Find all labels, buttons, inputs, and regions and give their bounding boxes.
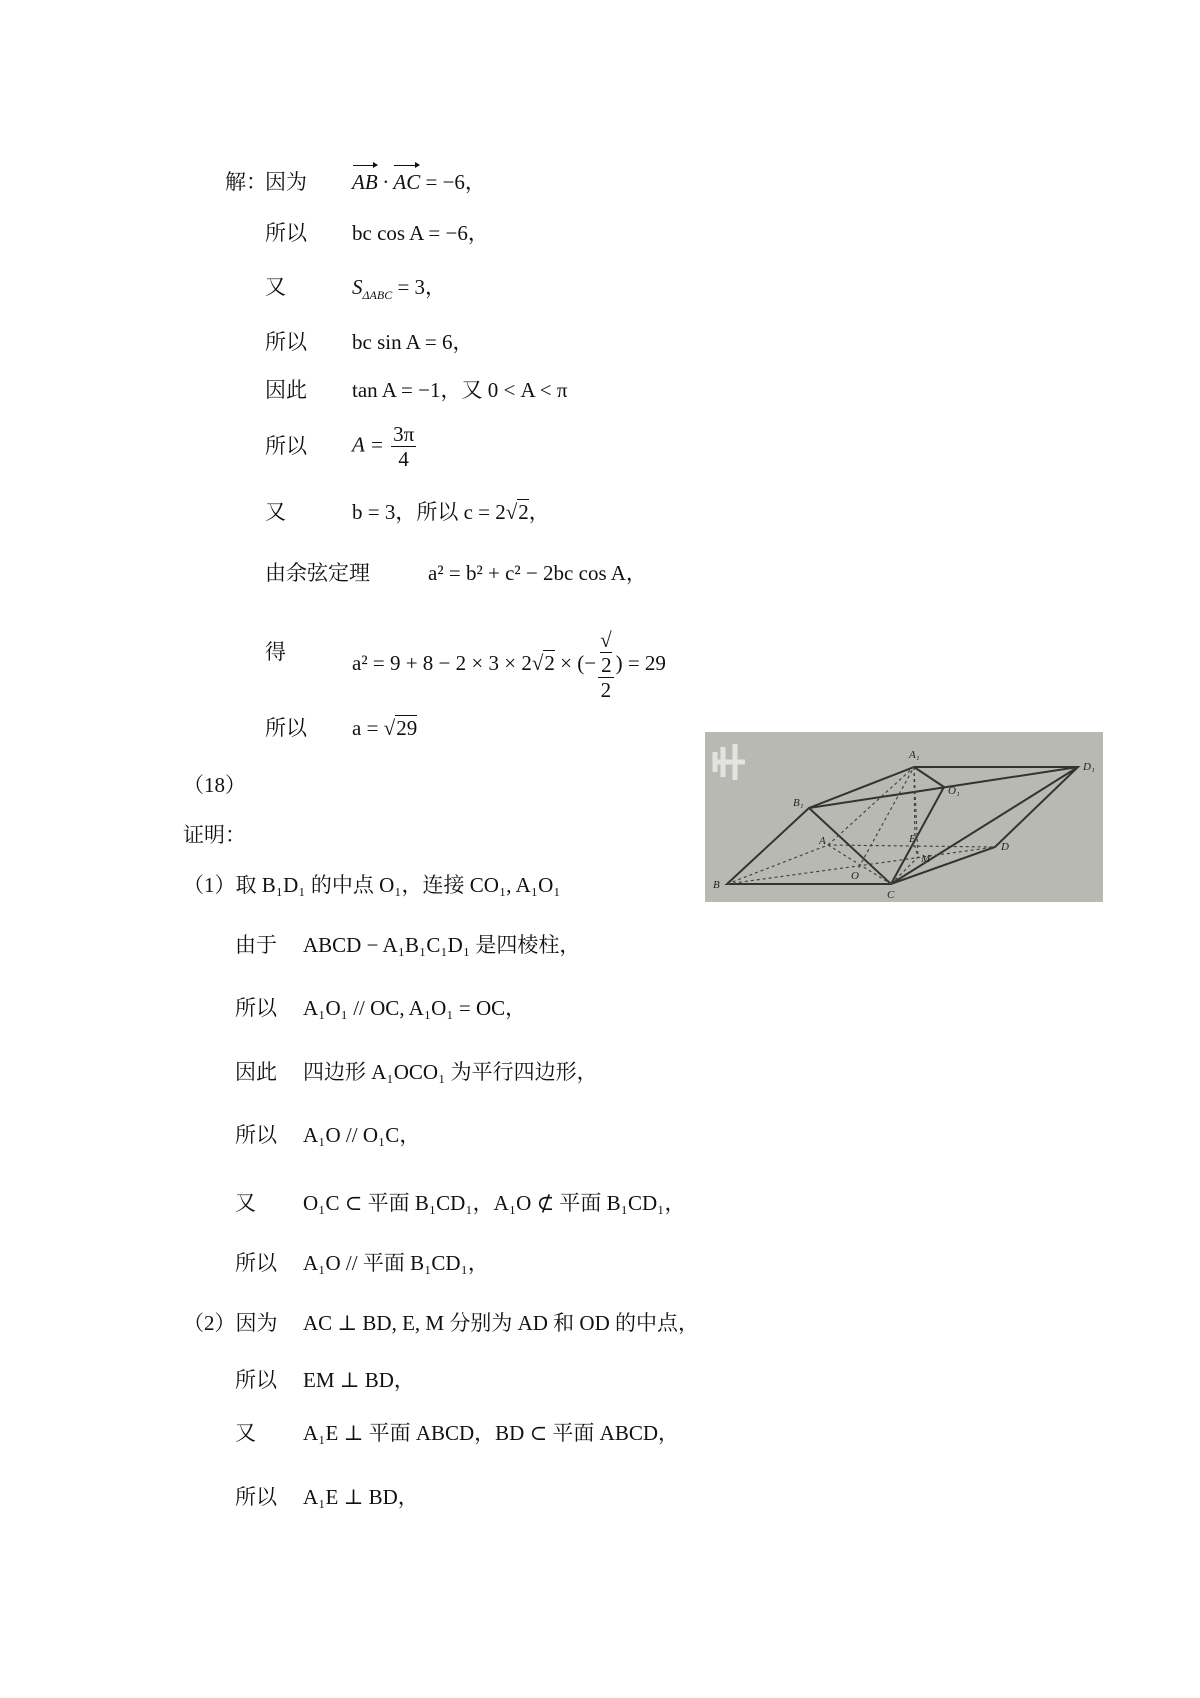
vector-ab: AB [352, 170, 378, 194]
point-label: D [1001, 841, 1009, 853]
step-label: 因为 [265, 170, 307, 194]
area-symbol: S [352, 275, 363, 299]
point-label: O₁ [948, 785, 960, 797]
formula-lhs: A = [352, 432, 390, 457]
formula-post: ， [528, 500, 550, 524]
problem-number: （18） [183, 773, 246, 797]
step-label: 因此 [265, 378, 307, 402]
formula-line [352, 422, 418, 471]
formula-line: A₁O₁ // OC, A₁O₁ = OC， [303, 996, 527, 1020]
formula-line: 四边形 A₁OCO₁ 为平行四边形， [303, 1060, 598, 1084]
numerator: 3π [393, 422, 415, 446]
step-label: 又 [265, 500, 286, 524]
point-label: B₁ [793, 797, 804, 809]
step-label: 由余弦定理 [265, 561, 370, 585]
step-label: 所以 [265, 716, 307, 740]
formula-pre: a² = 9 + 8 − 2 × 3 × 2 [352, 650, 532, 675]
point-label: C [887, 889, 895, 901]
formula-pre: b = 3，所以 c = 2 [352, 500, 506, 524]
formula-line: EM ⊥ BD， [303, 1368, 415, 1392]
step-label: 所以 [235, 1485, 277, 1509]
prism-figure [705, 732, 1103, 902]
step-label: 因此 [235, 1060, 277, 1084]
formula-post: ) = 29 [615, 650, 666, 675]
area-subscript: ΔABC [362, 288, 393, 303]
numerator: √ 2 [600, 628, 612, 677]
point-label: A₁ [909, 749, 920, 761]
formula-line: ABCD − A₁B₁C₁D₁ 是四棱柱， [303, 933, 581, 957]
fraction [391, 422, 416, 471]
step-label: 所以 [265, 330, 307, 354]
formula-rest: = 3， [392, 275, 447, 299]
formula-line: a² = b² + c² − 2bc cos A， [428, 561, 647, 585]
step-label: 所以 [235, 1123, 277, 1147]
point-label: O [851, 870, 859, 882]
formula-line: A₁O // 平面 B₁CD₁， [303, 1251, 489, 1275]
step-label: 又 [235, 1191, 256, 1215]
denominator: 2 [600, 678, 612, 702]
step2-header-label: （2）因为 [183, 1311, 278, 1335]
step-label: 所以 [265, 221, 307, 245]
step-label: 所以 [235, 1251, 277, 1275]
point-label: B [713, 879, 720, 891]
step-label: 所以 [265, 434, 307, 458]
formula-rest: = −6， [420, 170, 486, 194]
formula-line: bc sin A = 6， [352, 330, 474, 354]
step-label: 所以 [235, 1368, 277, 1392]
formula-line: b = 3，所以 c = 2√2， [352, 500, 550, 524]
formula-line: A₁O // O₁C， [303, 1123, 421, 1147]
formula-pre: a = [352, 716, 384, 740]
denominator: 4 [398, 447, 409, 471]
formula-line: O₁C ⊂ 平面 B₁CD₁，A₁O ⊄ 平面 B₁CD₁， [303, 1191, 686, 1215]
formula-line: A₁E ⊥ BD， [303, 1485, 419, 1509]
formula-line: a = √29 [352, 716, 418, 740]
formula-line [352, 275, 446, 307]
formula-mid: × (− [554, 650, 597, 675]
step1-header: （1）取 B₁D₁ 的中点 O₁，连接 CO₁, A₁O₁ [183, 873, 561, 897]
proof-label: 证明： [183, 823, 246, 847]
step-label: 所以 [235, 996, 277, 1020]
formula-line: tan A = −1，又 0 < A < π [352, 378, 568, 402]
point-label: E [909, 833, 916, 845]
step-label: 得 [265, 640, 286, 664]
point-label: D₁ [1083, 761, 1095, 773]
formula-line [352, 170, 486, 194]
vector-ac: AC [393, 170, 421, 194]
fraction [598, 628, 614, 702]
point-label: M [921, 853, 931, 865]
formula-line: AC ⊥ BD, E, M 分别为 AD 和 OD 的中点， [303, 1311, 700, 1335]
sqrt-radicand: 2 [518, 500, 529, 524]
formula-line: bc cos A = −6， [352, 221, 489, 245]
step-label: 又 [265, 275, 286, 299]
point-label: A [819, 835, 826, 847]
sqrt-radicand: 2 [544, 650, 555, 675]
step-label: 由于 [235, 933, 277, 957]
solution-intro: 解： [225, 170, 267, 194]
sqrt-radicand: 29 [396, 716, 418, 740]
formula-line: A₁E ⊥ 平面 ABCD，BD ⊂ 平面 ABCD， [303, 1421, 680, 1445]
dot-operator: · [377, 170, 394, 194]
step-label: 又 [235, 1421, 256, 1445]
formula-line: a² = 9 + 8 − 2 × 3 × 2√2 × (− √ 2 2 ) = 29 [352, 628, 666, 702]
